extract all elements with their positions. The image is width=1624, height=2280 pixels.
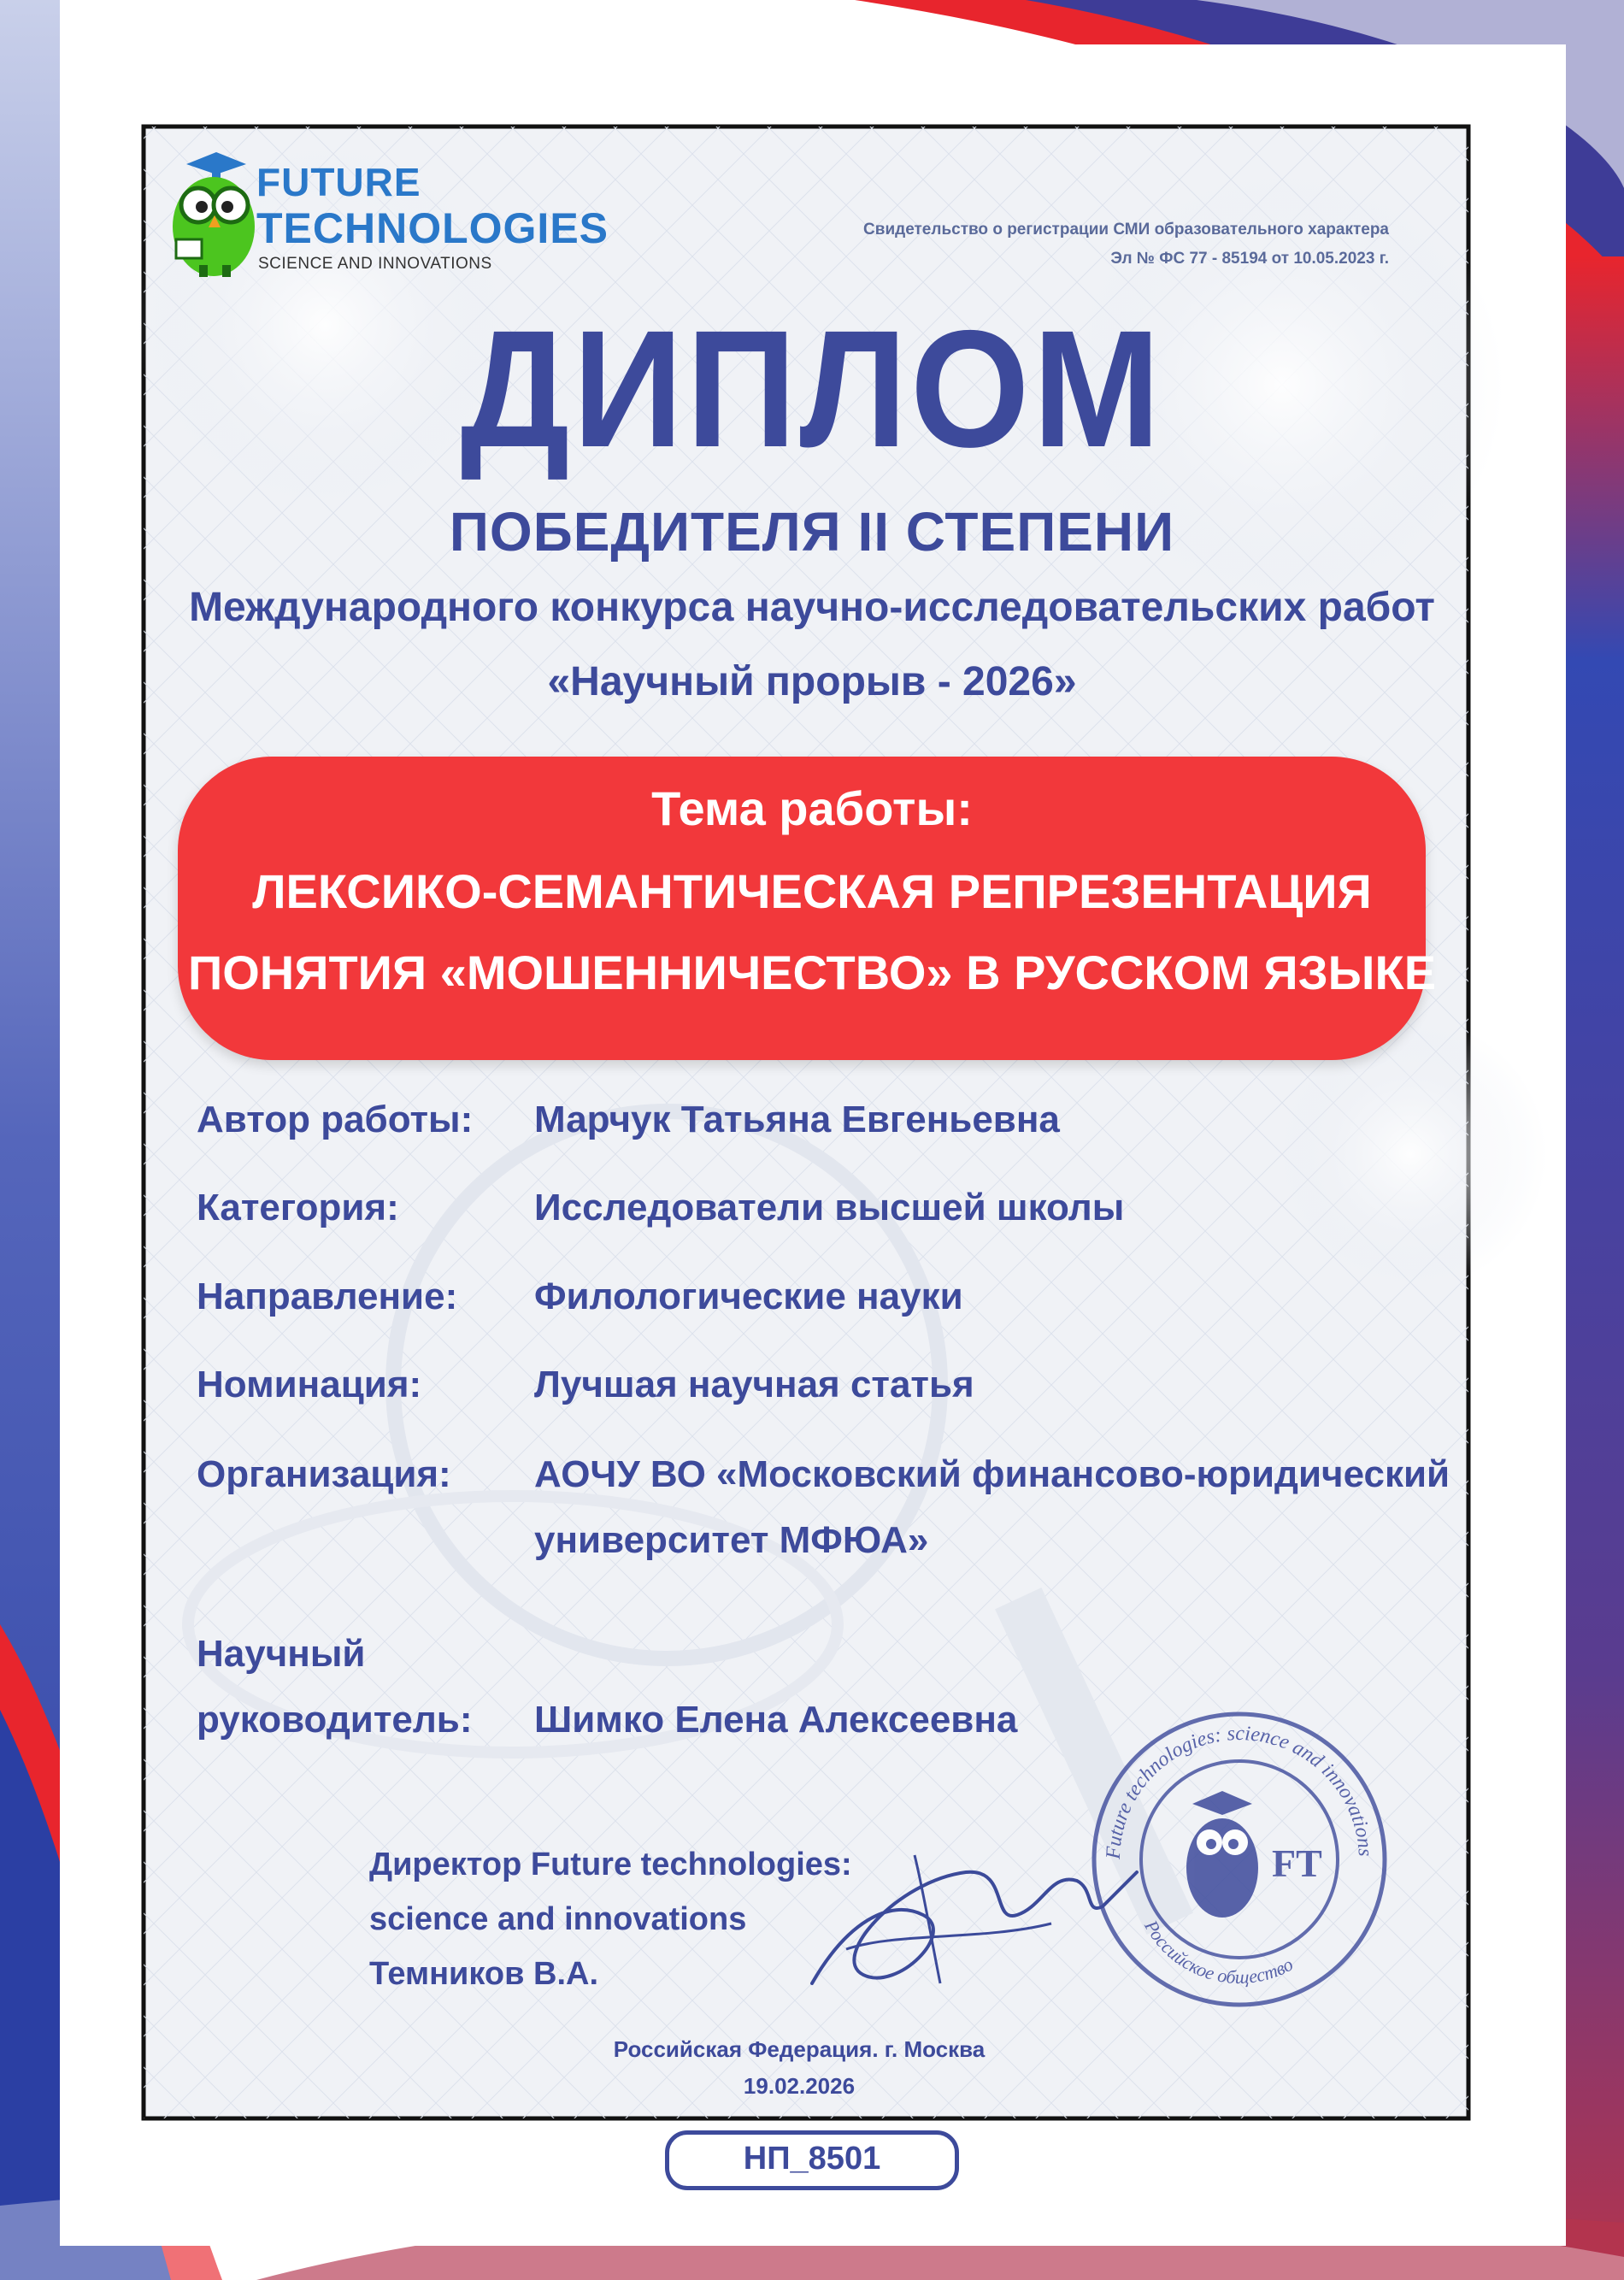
date: 19.02.2026 [743, 2073, 856, 2099]
nomination-label: Номинация: [197, 1364, 422, 1405]
contest-line2: «Научный прорыв - 2026» [547, 659, 1077, 704]
organization-value-line2: университет МФЮА» [534, 1519, 929, 1561]
director-line1: Директор Future technologies: [369, 1847, 852, 1882]
director-line2: science and innovations [369, 1901, 747, 1937]
supervisor-value: Шимко Елена Алексеевна [534, 1699, 1018, 1741]
stamp-owl-icon [1186, 1791, 1258, 1918]
stamp-ring-top: Future technologies: science and innovations [1102, 1722, 1377, 1860]
director-line3: Темников В.А. [369, 1956, 599, 1992]
location: Российская Федерация. г. Москва [613, 2036, 986, 2062]
direction-label: Направление: [197, 1276, 458, 1317]
logo [152, 145, 609, 282]
nomination-value: Лучшая научная статья [534, 1364, 974, 1405]
stamp-ring-bottom: Российское общество [1140, 1916, 1297, 1988]
degree-subtitle: ПОБЕДИТЕЛЯ II СТЕПЕНИ [449, 501, 1175, 563]
seal-stamp [1086, 1706, 1393, 2013]
topic-line1: ЛЕКСИКО-СЕМАНТИЧЕСКАЯ РЕПРЕЗЕНТАЦИЯ [252, 864, 1372, 918]
direction-value: Филологические науки [534, 1276, 963, 1317]
logo-line2: TECHNOLOGIES [256, 204, 609, 252]
organization-label: Организация: [197, 1453, 451, 1495]
author-value: Марчук Татьяна Евгеньевна [534, 1099, 1060, 1140]
category-label: Категория: [197, 1187, 399, 1228]
stamp-center-text: FT [1272, 1841, 1322, 1885]
topic-line2: ПОНЯТИЯ «МОШЕННИЧЕСТВО» В РУССКОМ ЯЗЫКЕ [187, 946, 1437, 999]
contest-line1: Международного конкурса научно-исследовательских работ [189, 585, 1435, 630]
organization-value-line1: АОЧУ ВО «Московский финансово-юридический [534, 1453, 1450, 1495]
owl-logo-icon [152, 145, 263, 282]
diploma-title: ДИПЛОМ [460, 296, 1164, 482]
registration-info [791, 215, 1389, 274]
logo-line3: SCIENCE AND INNOVATIONS [258, 255, 492, 273]
supervisor-label-line1: Научный [197, 1633, 366, 1675]
author-label: Автор работы: [197, 1099, 474, 1140]
topic-heading: Тема работы: [651, 781, 973, 835]
supervisor-label-line2: руководитель: [197, 1699, 473, 1741]
category-value: Исследователи высшей школы [534, 1187, 1125, 1228]
registration-line1: Свидетельство о регистрации СМИ образовательного характера [863, 221, 1389, 239]
registration-line2: Эл № ФС 77 - 85194 от 10.05.2023 г. [1110, 250, 1389, 268]
logo-line1: FUTURE [256, 160, 421, 204]
code-text: НП_8501 [743, 2141, 881, 2177]
